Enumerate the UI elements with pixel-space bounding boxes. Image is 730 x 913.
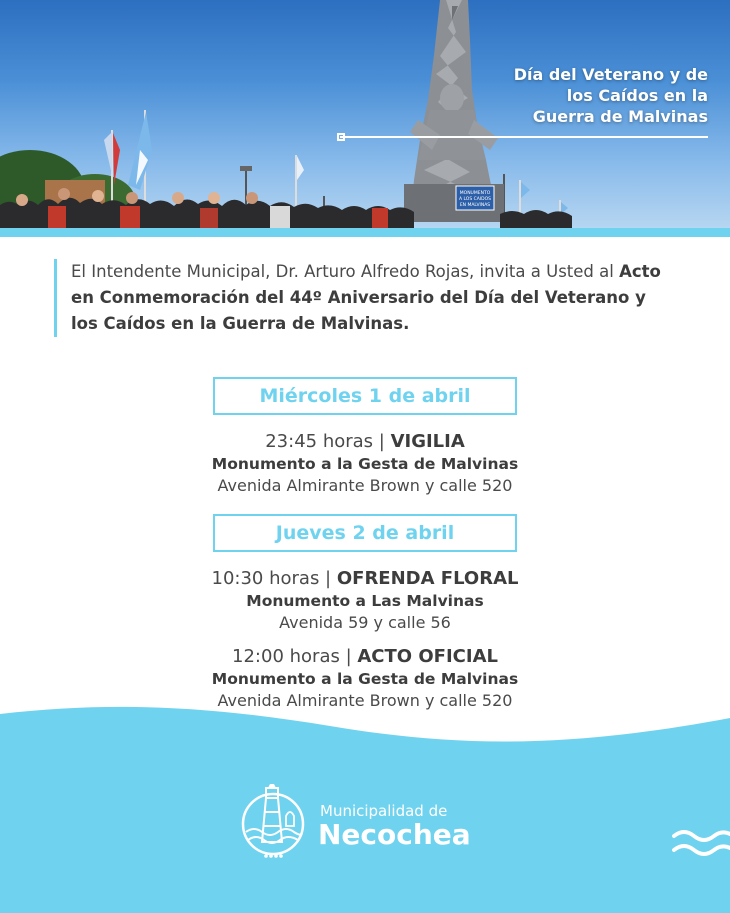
event-time: 12:00 horas | (232, 646, 358, 667)
event-time-line (0, 645, 730, 669)
hero-title: Día del Veterano y de los Caídos en la Guerra de Malvinas (513, 65, 708, 126)
hero-divider-line (340, 136, 708, 138)
event-place: Monumento a la Gesta de Malvinas (211, 455, 519, 473)
necochea-lighthouse-logo-icon (240, 782, 306, 860)
event-address: Avenida Almirante Brown y calle 520 (217, 476, 513, 495)
event-ofrenda-floral (0, 567, 730, 633)
event-time-line (0, 567, 730, 591)
invitation-text (54, 259, 674, 337)
hero-photo (0, 0, 730, 228)
svg-text:EN MALVINAS: EN MALVINAS (459, 203, 491, 208)
event-address: Avenida 59 y calle 56 (279, 613, 451, 632)
invitation-text-regular: El Intendente Municipal, Dr. Arturo Alfredo Rojas, invita a Usted al (71, 262, 620, 281)
event-time: 23:45 horas | (265, 431, 391, 452)
date-box-day-2: Jueves 2 de abril (213, 514, 517, 552)
event-place: Monumento a la Gesta de Malvinas (211, 670, 519, 688)
logo-text-big: Necochea (318, 818, 471, 851)
svg-text:MONUMENTO: MONUMENTO (459, 191, 491, 196)
svg-text:A LOS CAIDOS: A LOS CAIDOS (458, 197, 492, 202)
event-time-line (0, 430, 730, 454)
logo-text-small: Municipalidad de (320, 802, 448, 820)
invitation-text-bold: Acto en Conmemoración del 44º Aniversario del Día del Veterano y los Caídos en la Guerra de Malvinas. (71, 262, 661, 333)
event-name: VIGILIA (390, 431, 465, 452)
hero-accent-band (0, 228, 730, 237)
waves-icon (672, 828, 730, 864)
event-address: Avenida Almirante Brown y calle 520 (217, 691, 513, 710)
event-name: OFRENDA FLORAL (336, 568, 519, 589)
event-vigilia (0, 430, 730, 496)
date-box-day-1: Miércoles 1 de abril (213, 377, 517, 415)
event-name: ACTO OFICIAL (357, 646, 498, 667)
event-time: 10:30 horas | (211, 568, 337, 589)
event-place: Monumento a Las Malvinas (246, 592, 484, 610)
